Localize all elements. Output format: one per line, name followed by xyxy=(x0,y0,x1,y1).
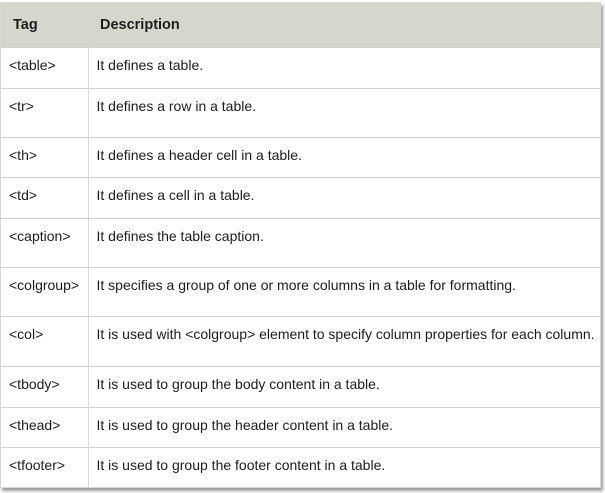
tag-reference-table xyxy=(1,3,601,487)
tag-cell: <col> xyxy=(1,316,88,366)
description-cell: It defines the table caption. xyxy=(88,218,601,267)
header-row xyxy=(1,3,601,47)
table-row xyxy=(1,267,601,316)
description-cell: It defines a cell in a table. xyxy=(88,177,601,218)
table-row xyxy=(1,366,601,407)
description-cell: It defines a header cell in a table. xyxy=(88,137,601,177)
description-cell: It defines a table. xyxy=(88,47,601,88)
table-row xyxy=(1,447,601,487)
description-cell: It specifies a group of one or more columns in a table for formatting. xyxy=(88,267,601,316)
description-cell: It defines a row in a table. xyxy=(88,88,601,137)
table-row xyxy=(1,88,601,137)
description-cell: It is used with <colgroup> element to specify column properties for each column. xyxy=(88,316,601,366)
tag-cell: <tbody> xyxy=(1,366,88,407)
tag-cell: <colgroup> xyxy=(1,267,88,316)
table-row xyxy=(1,137,601,177)
description-cell: It is used to group the footer content in a table. xyxy=(88,447,601,487)
table-row xyxy=(1,218,601,267)
table-row xyxy=(1,316,601,366)
description-cell: It is used to group the header content in a table. xyxy=(88,407,601,447)
description-column-header: Description xyxy=(100,16,180,33)
table-header xyxy=(1,3,601,47)
table-body xyxy=(1,47,601,487)
table-row xyxy=(1,47,601,88)
tag-cell: <th> xyxy=(1,137,88,177)
tag-column-header: Tag xyxy=(13,16,38,33)
table-row xyxy=(1,407,601,447)
tag-reference-table-frame xyxy=(0,2,601,488)
tag-cell: <caption> xyxy=(1,218,88,267)
table-row xyxy=(1,177,601,218)
tag-cell: <thead> xyxy=(1,407,88,447)
tag-cell: <table> xyxy=(1,47,88,88)
description-cell: It is used to group the body content in a table. xyxy=(88,366,601,407)
tag-cell: <tfooter> xyxy=(1,447,88,487)
tag-cell: <tr> xyxy=(1,88,88,137)
tag-cell: <td> xyxy=(1,177,88,218)
